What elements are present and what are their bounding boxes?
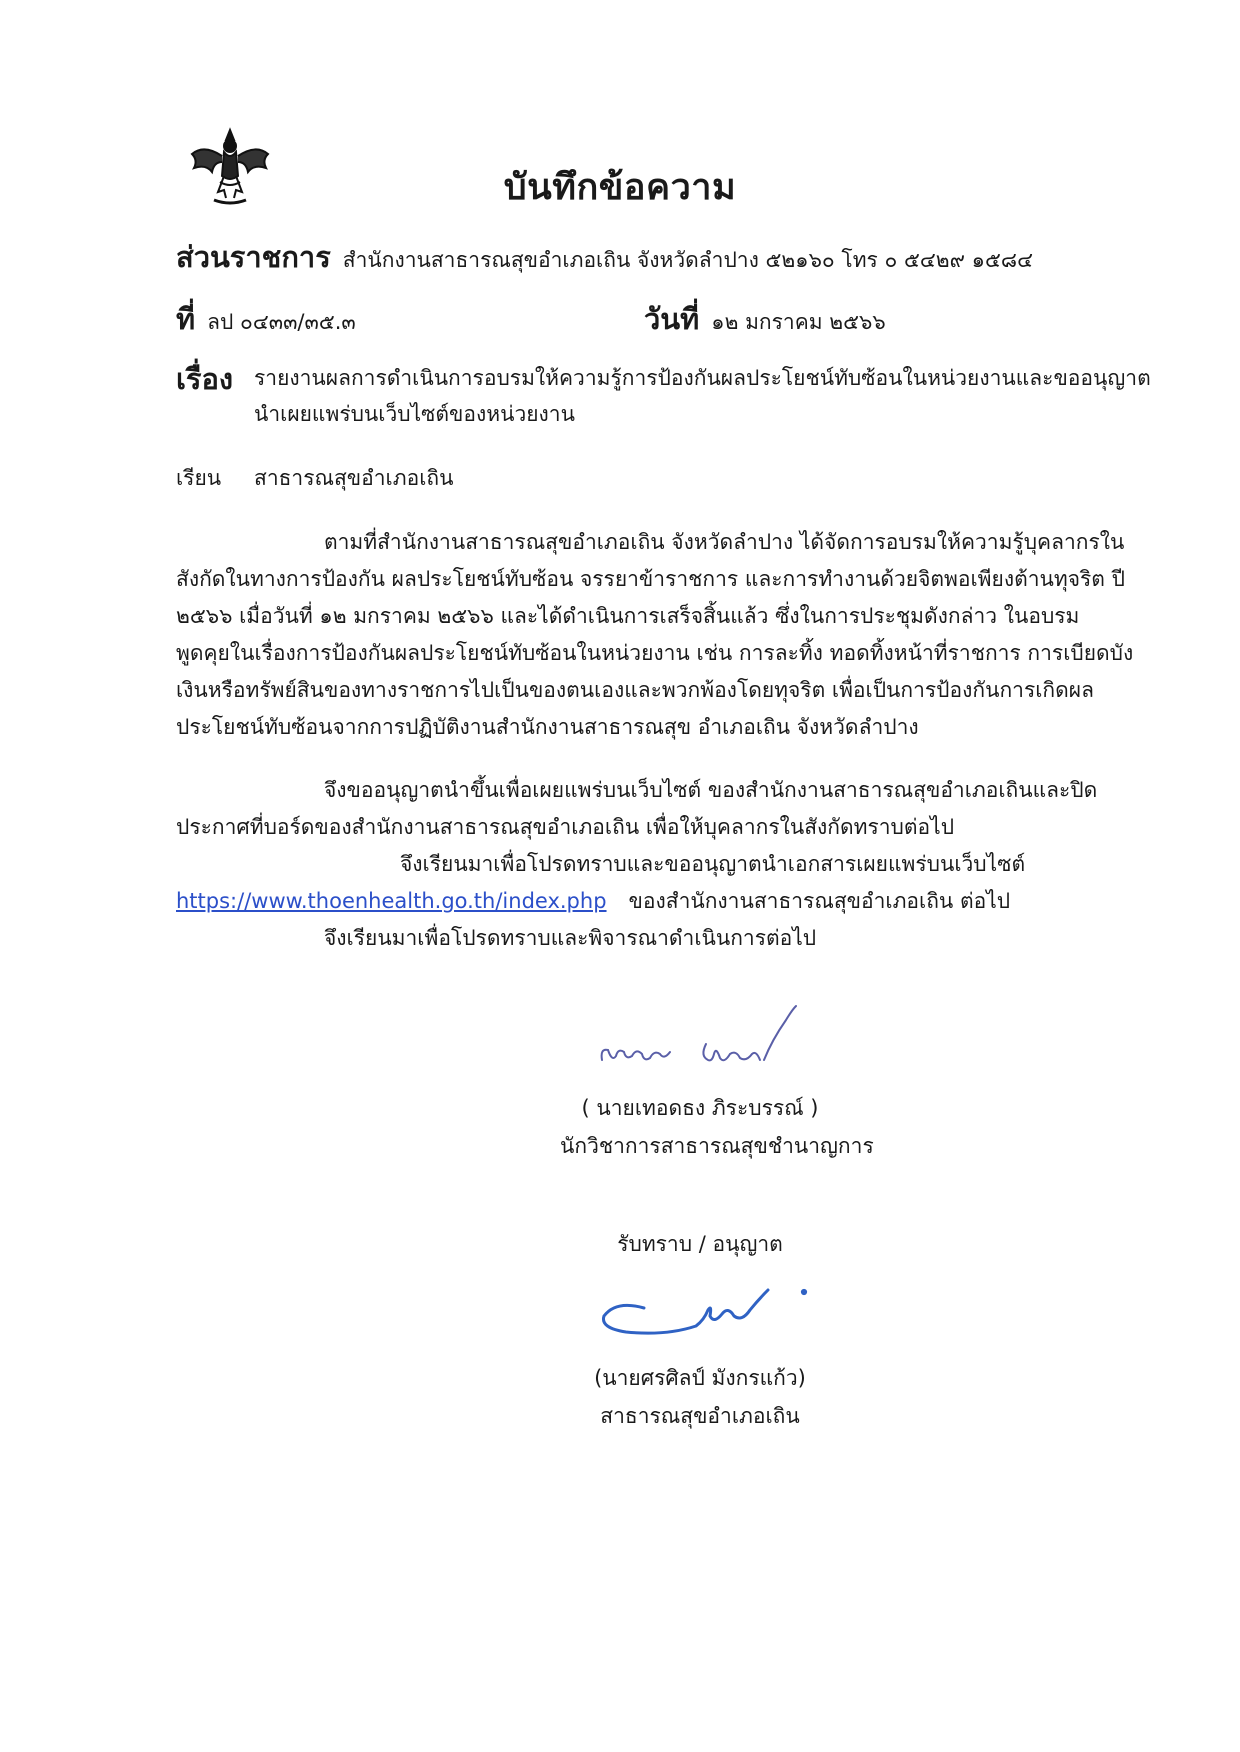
- signature-2-icon: [596, 1280, 816, 1350]
- website-link[interactable]: https://www.thoenhealth.go.th/index.php: [176, 889, 607, 913]
- subject-line-2: นำเผยแพร่บนเว็บไซต์ของหน่วยงาน: [254, 402, 575, 426]
- subject-label-row: [176, 356, 245, 402]
- para1-line-3: ๒๕๖๖ เมื่อวันที่ ๑๒ มกราคม ๒๕๖๖ และได้ดำเนินการเสร็จสิ้นแล้ว ซึ่งในการประชุมดังกล่าว ในอบรม: [176, 604, 1080, 628]
- agency-row: [176, 234, 1033, 280]
- date-row: [644, 296, 886, 342]
- date-value: ๑๒ มกราคม ๒๕๖๖: [711, 310, 886, 334]
- para4-line: จึงเรียนมาเพื่อโปรดทราบและพิจารณาดำเนินการต่อไป: [324, 926, 817, 950]
- para3-after-url: ของสำนักงานสาธารณสุขอำเภอเถิน ต่อไป: [628, 889, 1011, 913]
- agency-value: สำนักงานสาธารณสุขอำเภอเถิน จังหวัดลำปาง ๕๒๑๖๐ โทร ๐ ๕๔๒๙ ๑๕๘๔: [342, 248, 1033, 272]
- approval-label: รับทราบ / อนุญาต: [617, 1232, 783, 1256]
- doc-number-value: ลป ๐๔๓๓/๓๕.๓: [207, 310, 356, 334]
- agency-label: ส่วนราชการ: [176, 240, 331, 274]
- signature-1-icon: [596, 1000, 816, 1084]
- para3-line-2: [176, 885, 1010, 918]
- para1-line-2: สังกัดในทางการป้องกัน ผลประโยชน์ทับซ้อน จรรยาข้าราชการ และการทำงานด้วยจิตพอเพียงต้านทุจริต ปี: [176, 567, 1125, 591]
- para2-line-2: ประกาศที่บอร์ดของสำนักงานสาธารณสุขอำเภอเถิน เพื่อให้บุคลากรในสังกัดทราบต่อไป: [176, 815, 955, 839]
- memo-title: บันทึกข้อความ: [503, 167, 737, 208]
- approval-name: (นายศรศิลป์ มังกรแก้ว): [594, 1366, 806, 1390]
- para1-line-1: ตามที่สำนักงานสาธารณสุขอำเภอเถิน จังหวัดลำปาง ได้จัดการอบรมให้ความรู้บุคลากรใน: [324, 530, 1125, 554]
- subject-label: เรื่อง: [176, 362, 234, 396]
- para3-line-1: จึงเรียนมาเพื่อโปรดทราบและขออนุญาตนำเอกสารเผยแพร่บนเว็บไซต์: [400, 852, 1026, 876]
- signatory1-name: ( นายเทอดธง ภิระบรรณ์ ): [581, 1096, 819, 1120]
- doc-number-label: ที่: [176, 302, 196, 336]
- signatory1-position: นักวิชาการสาธารณสุขชำนาญการ: [560, 1134, 874, 1158]
- doc-number-row: [176, 296, 356, 342]
- para1-line-5: เงินหรือทรัพย์สินของทางราชการไปเป็นของตนเองและพวกพ้องโดยทุจริต เพื่อเป็นการป้องกันการเกิดผล: [176, 678, 1094, 702]
- to-value: สาธารณสุขอำเภอเถิน: [254, 466, 454, 490]
- para1-line-6: ประโยชน์ทับซ้อนจากการปฏิบัติงานสำนักงานสาธารณสุข อำเภอเถิน จังหวัดลำปาง: [176, 715, 919, 739]
- subject-line-1: รายงานผลการดำเนินการอบรมให้ความรู้การป้องกันผลประโยชน์ทับซ้อนในหน่วยงานและขออนุญาต: [254, 366, 1151, 390]
- to-label: เรียน: [176, 466, 222, 490]
- para2-line-1: จึงขออนุญาตนำขึ้นเพื่อเผยแพร่บนเว็บไซต์ ของสำนักงานสาธารณสุขอำเภอเถินและปิด: [324, 778, 1098, 802]
- date-label: วันที่: [644, 302, 700, 336]
- approval-position: สาธารณสุขอำเภอเถิน: [600, 1404, 800, 1428]
- para1-line-4: พูดคุยในเรื่องการป้องกันผลประโยชน์ทับซ้อนในหน่วยงาน เช่น การละทิ้ง ทอดทิ้งหน้าที่ราชการ การเบียดบัง: [176, 641, 1134, 665]
